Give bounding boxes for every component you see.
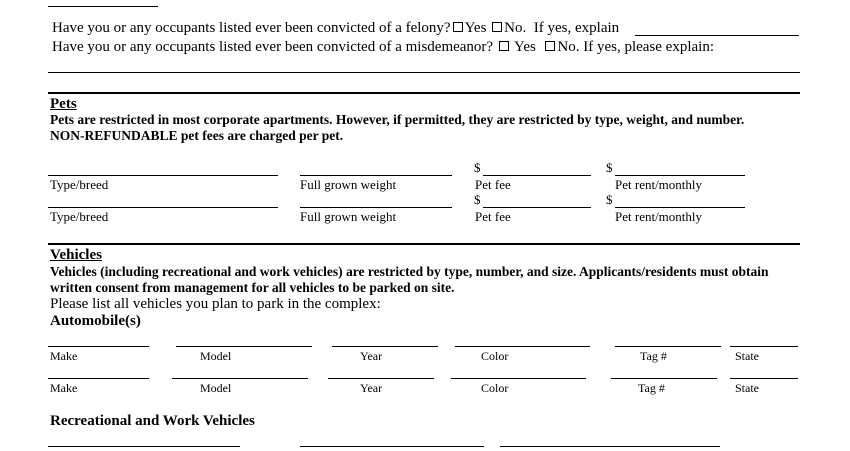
- auto2-color-field[interactable]: [451, 378, 586, 379]
- pet2-rent-dollar: $: [606, 192, 613, 207]
- pet1-rent-field[interactable]: [615, 175, 745, 176]
- pets-restriction-text: Pets are restricted in most corporate apartments. However, if permitted, they are restricted by type, weight, and number.: [50, 112, 745, 127]
- auto1-state-label: State: [735, 349, 759, 363]
- pet2-weight-label: Full grown weight: [300, 209, 397, 224]
- misdemeanor-no-checkbox[interactable]: [545, 41, 555, 51]
- pet2-type-field[interactable]: [48, 207, 278, 208]
- auto1-color-label: Color: [481, 349, 509, 363]
- misdemeanor-explain-label: . If yes, please explain:: [575, 39, 714, 55]
- pet2-rent-label: Pet rent/monthly: [615, 209, 703, 224]
- pet2-rent-field[interactable]: [615, 207, 745, 208]
- pet1-weight-field[interactable]: [300, 175, 452, 176]
- auto1-model-label: Model: [200, 349, 232, 363]
- rec3-field[interactable]: [500, 446, 720, 447]
- auto1-tag-field[interactable]: [615, 346, 721, 347]
- felony-yes-label: Yes: [464, 20, 487, 36]
- misdemeanor-explain-field[interactable]: [48, 72, 800, 73]
- auto1-year-field[interactable]: [332, 346, 438, 347]
- pet1-rent-label: Pet rent/monthly: [615, 177, 703, 192]
- rec1-field[interactable]: [48, 446, 240, 447]
- pet2-fee-label: Pet fee: [475, 209, 511, 224]
- auto2-tag-field[interactable]: [611, 378, 717, 379]
- pet1-type-field[interactable]: [48, 175, 278, 176]
- pet1-fee-label: Pet fee: [475, 177, 511, 192]
- auto1-state-field[interactable]: [730, 346, 798, 347]
- auto2-make-label: Make: [50, 381, 78, 395]
- pet2-fee-field[interactable]: [483, 207, 591, 208]
- auto2-model-label: Model: [200, 381, 232, 395]
- vehicles-divider: [48, 243, 800, 245]
- misdemeanor-question-row: [52, 39, 714, 56]
- auto2-model-field[interactable]: [172, 378, 308, 379]
- felony-yes-checkbox[interactable]: [453, 22, 463, 32]
- auto1-tag-label: Tag #: [640, 349, 667, 363]
- recreational-heading: Recreational and Work Vehicles: [50, 413, 255, 429]
- vehicles-consent-text: written consent from management for all vehicles to be parked on site.: [50, 280, 455, 295]
- auto2-color-label: Color: [481, 381, 509, 395]
- misdemeanor-yes-checkbox[interactable]: [499, 41, 509, 51]
- pet1-weight-label: Full grown weight: [300, 177, 397, 192]
- pet1-fee-dollar: $: [474, 160, 481, 175]
- auto1-make-field[interactable]: [48, 346, 149, 347]
- auto1-color-field[interactable]: [455, 346, 590, 347]
- misdemeanor-yes-label: Yes: [514, 39, 536, 55]
- auto2-year-field[interactable]: [328, 378, 434, 379]
- felony-explain-label: If yes, explain: [533, 20, 620, 36]
- pet1-fee-field[interactable]: [483, 175, 591, 176]
- auto2-state-label: State: [735, 381, 759, 395]
- auto2-state-field[interactable]: [730, 378, 798, 379]
- felony-explain-field[interactable]: [635, 35, 799, 36]
- vehicles-heading: Vehicles: [50, 247, 102, 263]
- felony-question: Have you or any occupants listed ever been convicted of a felony?: [52, 20, 451, 36]
- pet1-rent-dollar: $: [606, 160, 613, 175]
- rec2-field[interactable]: [300, 446, 484, 447]
- felony-question-row: [52, 20, 619, 37]
- misdemeanor-question: Have you or any occupants listed ever been convicted of a misdemeanor?: [52, 39, 494, 55]
- auto2-tag-label: Tag #: [638, 381, 665, 395]
- felony-no-label: No.: [504, 20, 527, 36]
- auto1-year-label: Year: [360, 349, 383, 363]
- pets-heading: Pets: [50, 96, 77, 112]
- top-field-line[interactable]: [48, 6, 158, 7]
- misdemeanor-no-label: No: [557, 39, 576, 55]
- auto2-year-label: Year: [360, 381, 383, 395]
- pet2-type-label: Type/breed: [50, 209, 109, 224]
- vehicles-restriction-text: Vehicles (including recreational and work vehicles) are restricted by type, number, and size. Applicants/residents must obtain: [50, 264, 769, 279]
- pets-divider: [48, 92, 800, 94]
- pet2-weight-field[interactable]: [300, 207, 452, 208]
- auto1-model-field[interactable]: [176, 346, 312, 347]
- auto2-make-field[interactable]: [48, 378, 149, 379]
- auto1-make-label: Make: [50, 349, 78, 363]
- felony-no-checkbox[interactable]: [492, 22, 502, 32]
- pets-fee-text: NON-REFUNDABLE pet fees are charged per pet.: [50, 128, 344, 143]
- automobiles-heading: Automobile(s): [50, 313, 141, 329]
- pet2-fee-dollar: $: [474, 192, 481, 207]
- pet1-type-label: Type/breed: [50, 177, 109, 192]
- vehicles-list-instruction: Please list all vehicles you plan to park in the complex:: [50, 296, 381, 312]
